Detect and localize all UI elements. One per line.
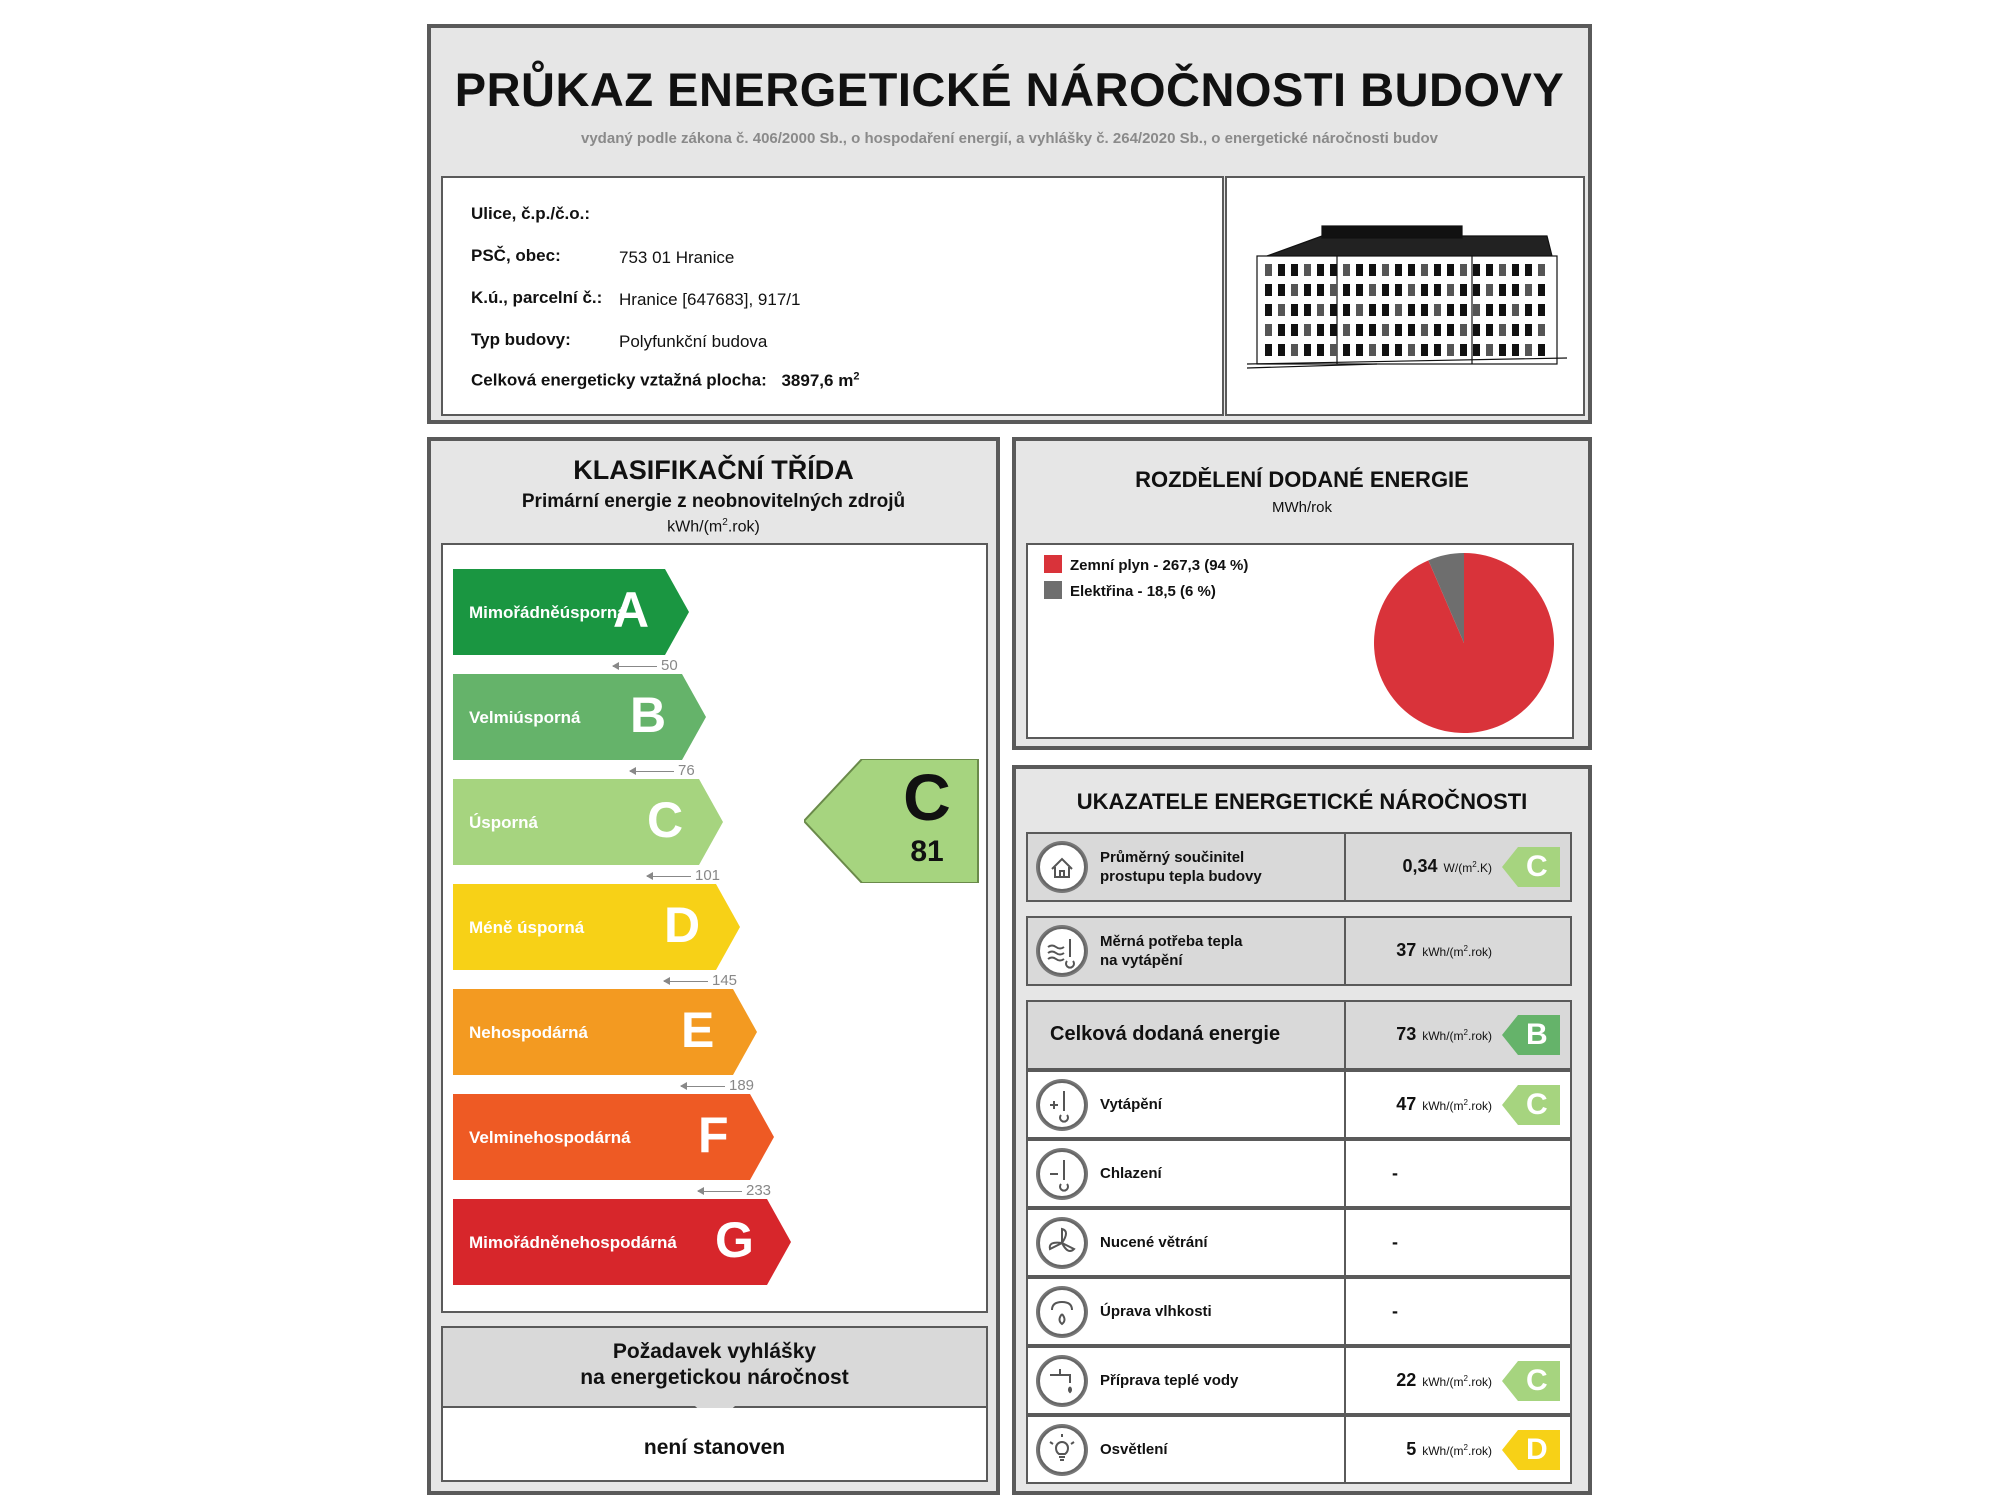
requirement-value-box: [441, 1408, 988, 1482]
page-title: PRŮKAZ ENERGETICKÉ NÁROČNOSTI BUDOVY: [454, 63, 1565, 116]
classification-subtitle: Primární energie z neobnovitelných zdrojů: [521, 491, 906, 512]
legend-swatch-gas: [1044, 555, 1062, 573]
zip-label: PSČ, obec:: [471, 246, 561, 265]
type-label: Typ budovy:: [471, 330, 571, 349]
class-band-letter: C: [647, 792, 684, 848]
indicator-label-cell: [1028, 1417, 1346, 1482]
street-label: Ulice, č.p./č.o.:: [471, 204, 591, 223]
indicator-value: 37 kWh/$(m^2.rok)$: [1396, 940, 1492, 960]
indicator-label: Měrná potřeba tepla na vytápění: [1100, 933, 1243, 969]
indicator-value: -: [1392, 1162, 1398, 1183]
legend-item-gas: Zemní plyn - 267,3 (94 %): [1044, 555, 1248, 574]
class-threshold: 101: [647, 867, 720, 884]
indicator-value-cell: [1346, 1072, 1570, 1137]
energy-pie-chart: [1364, 545, 1564, 741]
indicator-value-cell: [1346, 834, 1570, 900]
class-band-f: [453, 1094, 774, 1180]
building-elevation-drawing-icon: [1227, 178, 1583, 414]
indicator-value: 5 kWh/$(m^2.rok)$: [1406, 1438, 1492, 1459]
cooling-thermometer-icon: [1036, 1148, 1088, 1200]
classification-unit: kWh/$(m^2.rok)$: [667, 517, 760, 536]
class-band-letter: F: [698, 1107, 729, 1163]
indicator-label-cell: [1028, 1072, 1346, 1137]
water-tap-icon: [1036, 1355, 1088, 1407]
energy-scale-box: [441, 543, 988, 1313]
cadastre-value: Hranice [647683], 917/1: [619, 290, 801, 309]
legend-item-electricity: Elektřina - 18,5 (6 %): [1044, 581, 1216, 600]
indicator-row: [1026, 1415, 1572, 1484]
indicator-label: Průměrný součinitel prostupu tepla budovy: [1100, 849, 1262, 885]
result-class-letter: C: [903, 760, 951, 834]
indicator-label: Nucené větrání: [1100, 1234, 1208, 1251]
energy-split-title: ROZDĚLENÍ DODANÉ ENERGIE: [1135, 467, 1469, 492]
class-band-label: Méně úsporná: [469, 917, 585, 937]
indicator-class-badge: C: [1502, 1361, 1560, 1401]
page-subtitle: vydaný podle zákona č. 406/2000 Sb., o hospodaření energií, a vyhlášky č. 264/2020 Sb., o energetické náročnosti budov: [581, 130, 1438, 147]
class-band-label: Úsporná: [469, 812, 538, 832]
humidity-icon: [1036, 1286, 1088, 1338]
area-value: 3897,6 $m^2$: [781, 370, 860, 390]
class-band-b: [453, 674, 706, 760]
indicator-value: 22 kWh/$(m^2.rok)$: [1396, 1369, 1492, 1390]
class-threshold: 233: [698, 1182, 771, 1199]
indicator-label-cell: [1028, 1210, 1346, 1275]
class-band-label: Velmi nehospodárná: [469, 1127, 631, 1147]
indicator-value-cell: [1346, 1348, 1570, 1413]
indicator-class-badge: B: [1502, 1015, 1560, 1055]
class-threshold: 145: [664, 972, 737, 989]
indicators-panel: [1012, 765, 1592, 1495]
indicator-row: [1026, 832, 1572, 902]
requirement-title-2: na energetickou náročnost: [580, 1366, 849, 1389]
indicator-row: [1026, 1070, 1572, 1139]
indicator-value-cell: [1346, 918, 1570, 984]
class-band-letter: G: [715, 1212, 754, 1268]
class-band-d: [453, 884, 740, 970]
class-threshold: 50: [613, 657, 678, 674]
energy-split-panel: [1012, 437, 1592, 750]
indicator-value-cell: [1346, 1141, 1570, 1206]
indicator-row: [1026, 1000, 1572, 1070]
class-band-label: Velmi úsporná: [469, 707, 581, 727]
class-threshold: 76: [630, 762, 695, 779]
indicator-value: -: [1392, 1300, 1398, 1321]
class-band-letter: E: [681, 1002, 715, 1058]
fan-icon: [1036, 1217, 1088, 1269]
house-icon: [1036, 841, 1088, 893]
requirement-value: není stanoven: [643, 1436, 786, 1459]
class-band-label: Nehospodárná: [469, 1022, 589, 1042]
indicator-label-cell: [1028, 1279, 1346, 1344]
requirement-header: [441, 1326, 988, 1408]
result-indicator: [804, 759, 980, 883]
class-band-label: Mimořádně úsporná: [469, 602, 627, 622]
result-value: 81: [910, 835, 944, 868]
indicator-value: 47 kWh/$(m^2.rok)$: [1396, 1093, 1492, 1114]
zip-value: 753 01 Hranice: [619, 248, 735, 267]
indicator-label: Celková dodaná energie: [1050, 1023, 1281, 1045]
building-info-box: [441, 176, 1224, 416]
area-label: Celková energeticky vztažná plocha:: [471, 370, 767, 390]
indicator-value-cell: [1346, 1279, 1570, 1344]
classification-title: KLASIFIKAČNÍ TŘÍDA: [573, 455, 854, 485]
indicator-label: Vytápění: [1100, 1096, 1162, 1113]
indicator-row: [1026, 1208, 1572, 1277]
indicator-label-cell: [1028, 1141, 1346, 1206]
indicator-row: [1026, 1139, 1572, 1208]
indicator-label-cell: [1028, 834, 1346, 900]
type-value: Polyfunkční budova: [619, 332, 768, 351]
indicator-label-cell: [1028, 1002, 1346, 1068]
heat-demand-icon: [1036, 925, 1088, 977]
class-band-label: Mimořádně nehospodárná: [469, 1232, 677, 1252]
indicator-label: Úprava vlhkosti: [1100, 1303, 1212, 1320]
indicator-label-cell: [1028, 918, 1346, 984]
indicator-value-cell: [1346, 1210, 1570, 1275]
area-row: [471, 370, 859, 391]
indicator-value: -: [1392, 1231, 1398, 1252]
indicator-row: [1026, 1346, 1572, 1415]
legend-swatch-electricity: [1044, 581, 1062, 599]
indicator-class-badge: C: [1502, 847, 1560, 887]
class-band-e: [453, 989, 757, 1075]
classification-panel: [427, 437, 1000, 1495]
indicator-value: 73 kWh/$(m^2.rok)$: [1396, 1024, 1492, 1044]
light-bulb-icon: [1036, 1424, 1088, 1476]
energy-split-chart-box: [1026, 543, 1574, 739]
class-band-a: [453, 569, 689, 655]
building-image-box: [1225, 176, 1585, 416]
heating-thermometer-icon: [1036, 1079, 1088, 1131]
indicator-row: [1026, 1277, 1572, 1346]
class-threshold: 189: [681, 1077, 754, 1094]
class-band-c: [453, 779, 723, 865]
indicator-label-cell: [1028, 1348, 1346, 1413]
header-panel: [427, 24, 1592, 424]
energy-split-unit: MWh/rok: [1272, 499, 1332, 516]
indicator-row: [1026, 916, 1572, 986]
requirement-title-1: Požadavek vyhlášky: [612, 1340, 817, 1363]
indicator-label: Osvětlení: [1100, 1441, 1168, 1458]
cadastre-label: K.ú., parcelní č.:: [471, 288, 603, 307]
indicator-value-cell: [1346, 1002, 1570, 1068]
indicator-label: Příprava teplé vody: [1100, 1372, 1239, 1389]
indicator-class-badge: D: [1502, 1430, 1560, 1470]
class-band-letter: B: [630, 687, 667, 743]
indicator-value-cell: [1346, 1417, 1570, 1482]
indicator-value: 0,34 $W/(m^2.K)$: [1402, 856, 1492, 876]
indicator-label: Chlazení: [1100, 1165, 1162, 1182]
indicator-class-badge: C: [1502, 1085, 1560, 1125]
indicators-title: UKAZATELE ENERGETICKÉ NÁROČNOSTI: [1076, 789, 1528, 814]
class-band-g: [453, 1199, 791, 1285]
class-band-letter: A: [613, 582, 650, 638]
class-band-letter: D: [664, 897, 701, 953]
